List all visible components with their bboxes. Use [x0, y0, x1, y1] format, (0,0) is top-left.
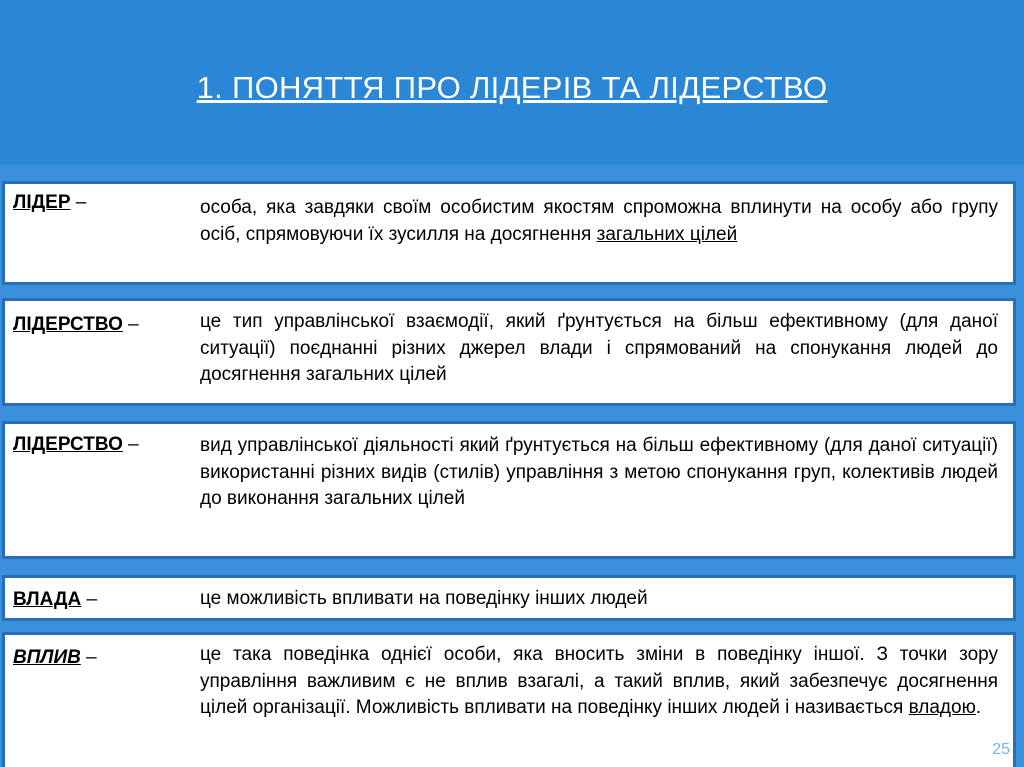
definition-text — [200, 195, 998, 248]
definition-box-influence — [2, 632, 1016, 767]
definition-underlined: владою — [908, 697, 976, 718]
term-text: ВЛАДА — [13, 589, 82, 610]
definition-main: це можливість впливати на поведінку інших людей — [200, 588, 648, 609]
term-text: ЛІДЕРСТВО — [13, 434, 123, 455]
definition-main: особа, яка завдяки своїм особистим якостям спроможна вплинути на особу або групу осіб, спрямовуючи їх зусилля на досягнення — [200, 197, 998, 245]
definition-main: вид управлінської діяльності який ґрунтується на більш ефективному (для даної ситуації) використанні різних видів (стилів) управління з метою спонукання груп, колективів людей до виконання загальних цілей — [200, 435, 998, 509]
definition-box-power — [2, 575, 1016, 621]
definition-box-leadership-2 — [2, 421, 1016, 559]
definition-main: це така поведінка однієї особи, яка вносить зміни в поведінку іншої. З точки зору управління важливим є не вплив взагалі, а такий вплив, який забезпечує досягнення цілей організації. Можливість впливати на поведінку інших людей і називається — [200, 644, 998, 718]
term-dash: – — [122, 434, 139, 455]
term-label — [13, 647, 97, 669]
definition-text — [200, 309, 998, 389]
page-number: 25 — [992, 741, 1010, 758]
term-text: ЛІДЕР — [13, 192, 71, 213]
definition-end: . — [975, 697, 982, 718]
term-dash: – — [70, 192, 87, 213]
slide-header — [0, 0, 1024, 165]
definition-box-leadership-1 — [2, 298, 1016, 406]
definition-text — [200, 642, 998, 722]
term-label — [13, 314, 139, 336]
term-dash: – — [122, 314, 139, 335]
slide-title: 1. ПОНЯТТЯ ПРО ЛІДЕРІВ ТА ЛІДЕРСТВО — [196, 70, 828, 105]
definition-text — [200, 433, 998, 513]
term-label — [13, 589, 97, 611]
definition-underlined: загальних цілей — [596, 223, 738, 245]
definition-box-leader — [2, 181, 1016, 285]
term-text: ЛІДЕРСТВО — [13, 314, 123, 335]
term-dash: – — [81, 589, 98, 610]
definition-main: це тип управлінської взаємодії, який ґрунтується на більш ефективному (для даної ситуації) поєднанні різних джерел влади і спрямований на спонукання людей до досягнення загальних цілей — [200, 311, 998, 385]
definition-text — [200, 586, 998, 613]
term-text: ВПЛИВ — [13, 647, 81, 668]
term-label — [13, 434, 139, 456]
term-dash: – — [80, 647, 97, 668]
term-label — [13, 192, 86, 214]
